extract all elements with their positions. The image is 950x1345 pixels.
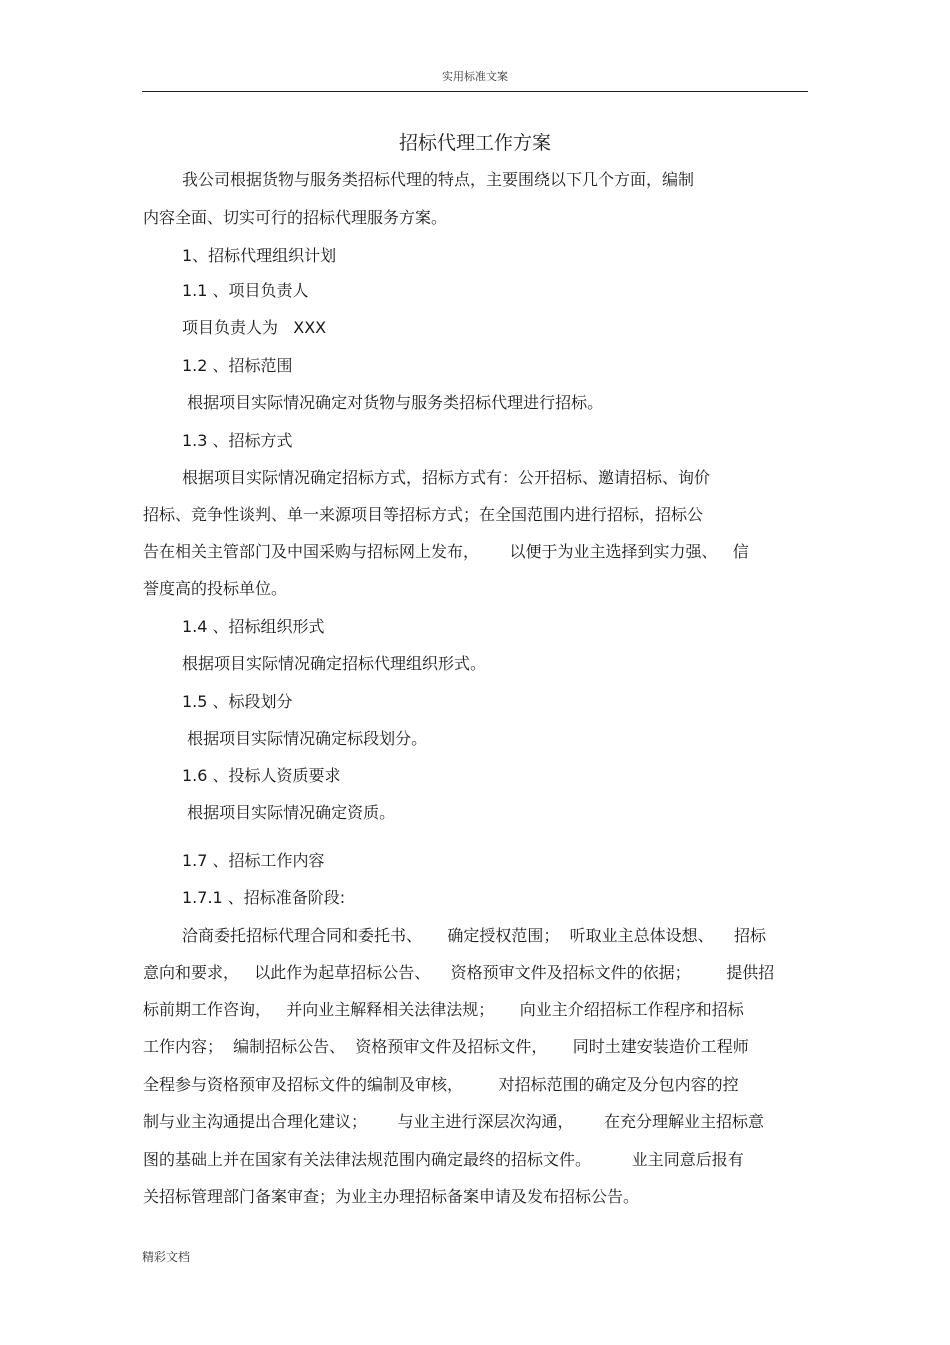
body-line: 内容全面、切实可行的招标代理服务方案。: [143, 208, 448, 227]
body-line: 关招标管理部门备案审查；为业主办理招标备案申请及发布招标公告。: [143, 1187, 640, 1206]
body-line: 誉度高的投标单位。: [143, 579, 288, 598]
body-line: 根据项目实际情况确定对货物与服务类招标代理进行招标。: [182, 393, 604, 412]
body-line: 告在相关主管部门及中国采购与招标网上发布， 以便于为业主选择到实力强、 信: [143, 542, 749, 561]
body-line: 工作内容； 编制招标公告、 资格预审文件及招标文件， 同时土建安装造价工程师: [143, 1037, 749, 1056]
body-line: 1.4 、招标组织形式: [182, 617, 325, 636]
body-line: 制与业主沟通提出合理化建议； 与业主进行深层次沟通， 在充分理解业主招标意: [143, 1112, 765, 1131]
body-line: 我公司根据货物与服务类招标代理的特点，主要围绕以下几个方面，编制: [182, 170, 695, 189]
body-line: 招标、竞争性谈判、单一来源项目等招标方式；在全国范围内进行招标，招标公: [143, 505, 704, 524]
body-line: 根据项目实际情况确定标段划分。: [182, 729, 428, 748]
body-line: 根据项目实际情况确定招标方式，招标方式有：公开招标、邀请招标、询价: [182, 468, 711, 487]
body-line: 意向和要求， 以此作为起草招标公告、 资格预审文件及招标文件的依据； 提供招: [143, 963, 775, 982]
document-title: 招标代理工作方案: [398, 132, 551, 154]
page-header: 实用标准文案: [442, 70, 508, 83]
body-line: 1.7 、招标工作内容: [182, 851, 325, 870]
body-line: 1.3 、招标方式: [182, 431, 293, 450]
body-line: 根据项目实际情况确定资质。: [182, 803, 396, 822]
header-rule: [142, 91, 808, 92]
body-line: 根据项目实际情况确定招标代理组织形式。: [182, 654, 487, 673]
body-line: 全程参与资格预审及招标文件的编制及审核， 对招标范围的确定及分包内容的控: [143, 1075, 739, 1094]
body-line: 1.6 、投标人资质要求: [182, 766, 341, 785]
body-line: 1.1 、项目负责人: [182, 281, 309, 300]
body-line: 项目负责人为 XXX: [182, 318, 327, 337]
body-line: 1.7.1 、招标准备阶段:: [182, 888, 346, 907]
body-line: 1、招标代理组织计划: [182, 246, 337, 265]
page-footer: 精彩文档: [142, 1250, 191, 1264]
body-line: 图的基础上并在国家有关法律法规范围内确定最终的招标文件。 业主同意后报有: [143, 1150, 744, 1169]
body-line: 标前期工作咨询， 并向业主解释相关法律法规； 向业主介绍招标工作程序和招标: [143, 1000, 744, 1019]
body-line: 1.2 、招标范围: [182, 356, 293, 375]
body-line: 洽商委托招标代理合同和委托书、 确定授权范围； 听取业主总体设想、 招标: [182, 926, 766, 945]
body-line: 1.5 、标段划分: [182, 692, 293, 711]
